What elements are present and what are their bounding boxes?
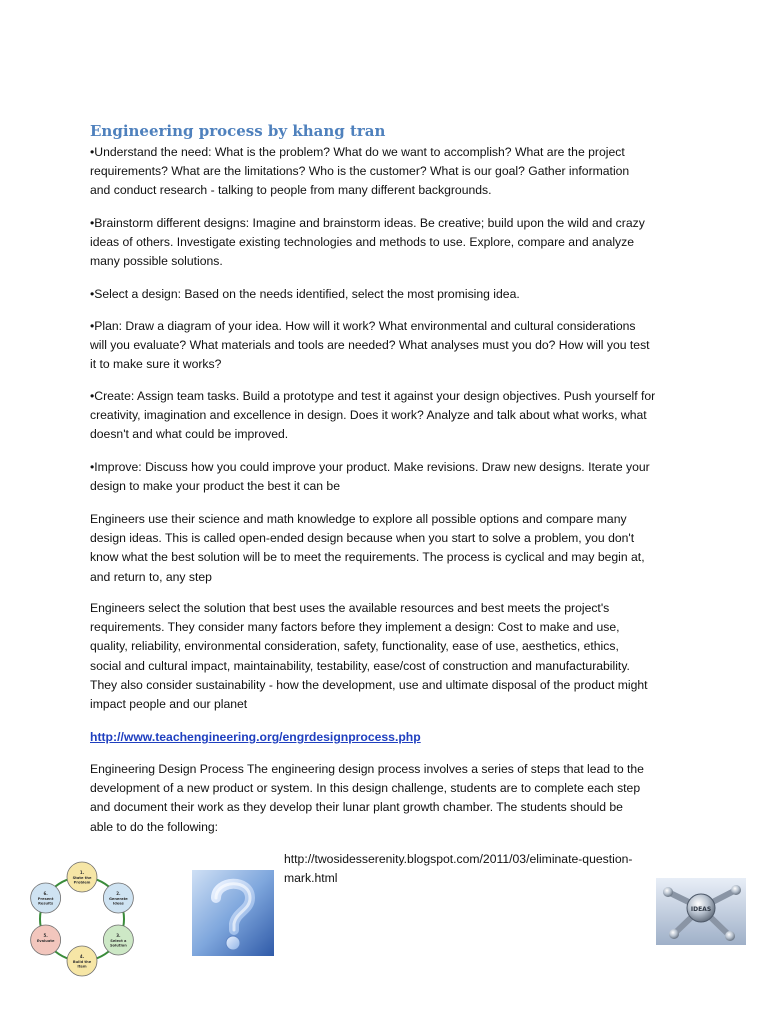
cycle-step-label: Select a xyxy=(110,939,127,943)
bullet-improve: •Improve: Discuss how you could improve your product. Make revisions. Draw new designs. Iterate your design to make your product the best it can be xyxy=(90,460,650,494)
image-source-url: http://twosidesserenity.blogspot.com/2011/03/eliminate-question- mark.html xyxy=(284,852,633,886)
cycle-step-label: State the xyxy=(72,876,92,880)
cycle-step-1 xyxy=(67,862,97,892)
paragraph-solution-factors: Engineers select the solution that best uses the available resources and best meets the project's requirements. They consider many factors before they implement a design: Cost to make and use, quality, reliability, environmental consideration, safety, functionality, ease of use, aesthetics, ethics, social and cultural impact, maintainability, testability, ease/cost of construction and manufacturability. They also consider sustainability - how the development, use and ultimate disposal of the product might impact people and our planet xyxy=(90,601,648,712)
cycle-step-3 xyxy=(103,925,133,955)
bullet-create: •Create: Assign team tasks. Build a prototype and test it against your design objectives. Push yourself for creativity, imagination and excellence in design. Does it work? Analyze and talk about what works, what doesn't and what could be improved. xyxy=(90,389,656,442)
cycle-step-5 xyxy=(31,925,61,955)
bullet-plan: •Plan: Draw a diagram of your idea. How will it work? What environmental and cultural considerations will you evaluate? What materials and tools are needed? What analyses must you do? How will you test it to make sure it works? xyxy=(90,319,650,372)
cycle-step-label: Present xyxy=(37,897,54,901)
ideas-valve-image xyxy=(656,878,746,945)
teachengineering-link[interactable]: http://www.teachengineering.org/engrdesignprocess.php xyxy=(90,730,421,744)
bullet-select-design: •Select a design: Based on the needs identified, select the most promising idea. xyxy=(90,287,520,301)
bullet-brainstorm: •Brainstorm different designs: Imagine and brainstorm ideas. Be creative; build upon the wild and crazy ideas of others. Investigate existing technologies and methods to use. Explore, compare and analyze many possible solutions. xyxy=(90,216,645,269)
design-process-cycle-diagram xyxy=(24,857,140,977)
cycle-step-2 xyxy=(103,883,133,913)
bullet-understand-need: •Understand the need: What is the problem? What do we want to accomplish? What are the project requirements? What are the limitations? Who is the customer? What is our goal? Gather information and conduct research - talking to people from many different backgrounds. xyxy=(90,145,630,198)
ideas-label: IDEAS xyxy=(690,906,712,913)
cycle-step-number: 2. xyxy=(116,891,121,896)
cycle-step-label: Generate xyxy=(108,897,128,901)
cycle-step-label: Problem xyxy=(73,880,91,885)
cycle-step-number: 3. xyxy=(116,933,121,938)
question-mark-image xyxy=(192,870,274,956)
cycle-step-label: Build the xyxy=(72,960,92,964)
cycle-step-number: 5. xyxy=(43,933,48,938)
cycle-step-label: Solution xyxy=(109,943,127,948)
cycle-step-label: Ideas xyxy=(112,901,124,906)
cycle-step-number: 4. xyxy=(79,954,85,959)
cycle-step-label: Evaluate xyxy=(36,939,55,943)
source-link-row xyxy=(90,728,690,747)
paragraph-open-ended-design: Engineers use their science and math knowledge to explore all possible options and compare many design ideas. This is called open-ended design because when you start to solve a problem, you don't know what the best solution will be to meet the requirements. The process is cyclical and may begin at, and return to, any step xyxy=(90,512,645,584)
cycle-step-label: Results xyxy=(38,901,54,906)
cycle-step-number: 6. xyxy=(43,891,48,896)
cycle-step-6 xyxy=(31,883,61,913)
document-title: Engineering process by khang tran xyxy=(90,122,386,140)
paragraph-design-challenge: Engineering Design Process The engineering design process involves a series of steps that lead to the development of a new product or system. In this design challenge, students are to complete each step and document their work as they develop their lunar plant growth chamber. The students should be able to do the following: xyxy=(90,762,644,834)
cycle-step-4 xyxy=(67,946,97,976)
cycle-step-number: 1. xyxy=(79,870,85,875)
cycle-step-label: Item xyxy=(77,964,87,969)
